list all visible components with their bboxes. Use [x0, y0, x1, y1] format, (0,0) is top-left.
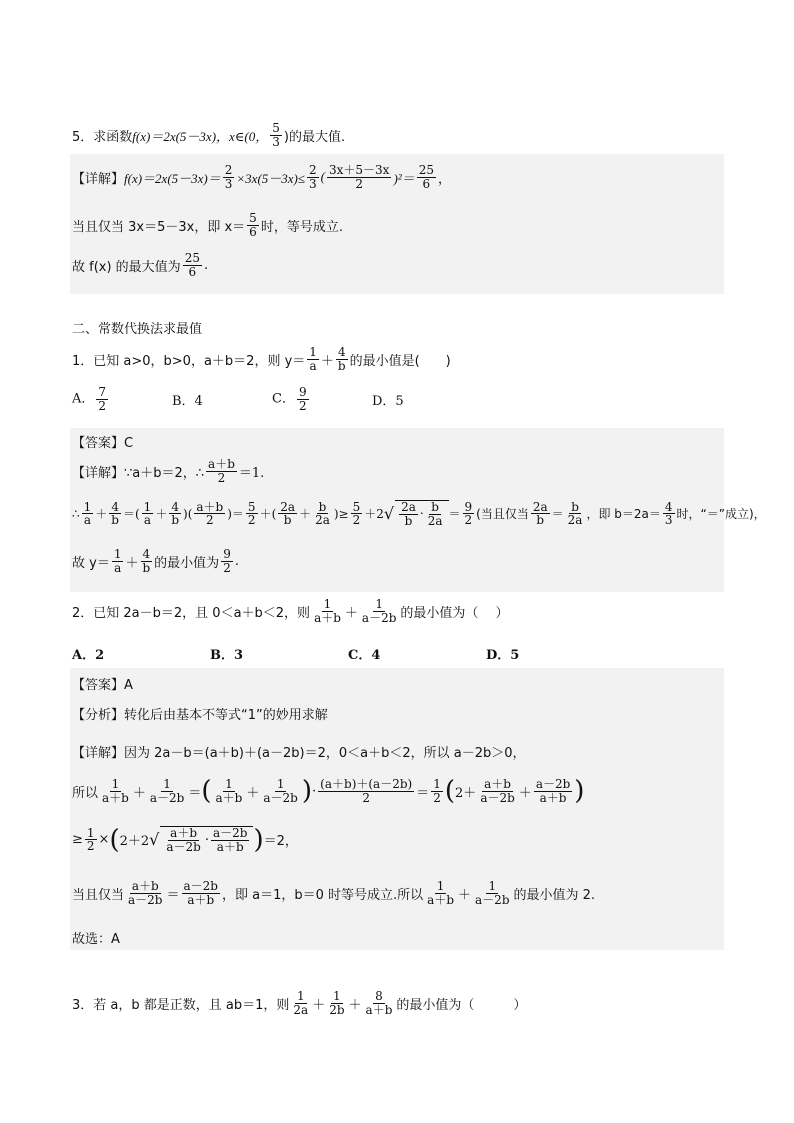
option-c: C．4	[348, 648, 381, 663]
question-1: 1．已知 a>0，b>0，a＋b＝2，则 y＝ 1 a ＋ 4 b 的最小值是( )	[72, 345, 451, 373]
sol2-line7: 故选：A	[72, 932, 120, 947]
sol2-analysis: 【分析】转化后由基本不等式“1”的妙用求解	[72, 708, 328, 723]
sol2-line3: 【详解】因为 2a－b＝(a＋b)＋(a－2b)＝2，0＜a＋b＜2，所以 a－2b＞0，	[72, 746, 526, 761]
option-b: B．3	[210, 648, 244, 663]
sol5-line1: 【详解】 f(x)＝2x(5－3x)＝ $\frac{2}{3}$ ×3x(5－3x)≤ $\frac{2}{3}$ ( 3x＋5－3x 2 )²＝ 25 6 ，	[72, 163, 451, 191]
sol5-line2: 当且仅当 3x＝5－3x，即 x＝ 5 6 时，等号成立.	[72, 211, 343, 239]
sqrt-icon: √	[383, 504, 395, 524]
detail-label: 【详解】	[72, 171, 125, 187]
option-d: D．5	[486, 648, 520, 663]
sqrt-body: $\frac{a+b}{a-2b}$ · $\frac{a-2b}{a+b}$	[160, 826, 253, 853]
question-2: 2．已知 2a－b＝2，且 0＜a＋b＜2，则 1 a＋b ＋ 1 a－2b 的最小值为（ ）	[72, 597, 509, 625]
sol1-line3: ∴ 1 a ＋ 4 b ＝( 1 a ＋ 4 b )( a＋b 2 )＝ 5 2 ＋( 2a b ＋ b 2a )≥ $\frac{5}{2}$ ＋2 √ $\frac{2a}{b}$ · $\frac{b}{2a}$ ＝ 9 2 (当且仅当 2a b ＝ b 2a ，即 b＝2a＝ 4 3 时，“＝”成立)，	[72, 499, 766, 528]
sol1-answer: 【答案】C	[72, 436, 134, 451]
sol2-line5: ≥ $\frac{1}{2}$ × ( 2＋2 √ $\frac{a+b}{a-2b}$ · $\frac{a-2b}{a+b}$ ) ＝2，	[72, 824, 298, 855]
q2-options	[72, 644, 519, 663]
sol2-answer: 【答案】A	[72, 678, 133, 693]
q5-math: f(x)＝2x(5－3x)，x∈(0，	[132, 128, 269, 144]
question-3: 3．若 a，b 都是正数，且 ab＝1，则 1 2a ＋ 1 2b ＋ 8 a＋b 的最小值为（ ）	[72, 989, 527, 1017]
sqrt-body: $\frac{2a}{b}$ · $\frac{b}{2a}$	[395, 500, 448, 527]
sol1-line4: 故 y＝ 1 a ＋ 4 b 的最小值为 9 2 .	[72, 547, 239, 575]
q5-stem-end: )的最大值.	[283, 129, 346, 145]
section-title: 二、常数代换法求最值	[72, 322, 203, 337]
sol5-line3: 故 f(x) 的最大值为 25 6 .	[72, 251, 209, 279]
sol1-line2: 【详解】∵a＋b＝2，∴ a＋b 2 ＝1.	[72, 457, 265, 485]
option-a: A．2	[72, 648, 105, 663]
q1-options	[72, 386, 404, 412]
sol2-line4: 所以 1 a＋b ＋ 1 a－2b ＝ ( 1 a＋b ＋ 1 a－2b ) · (a＋b)＋(a－2b) 2 ＝ 1 2 ( 2＋ a＋b a－2b ＋ a－2b a＋b )	[72, 776, 585, 807]
option-c: C． $\frac{9}{2}$	[272, 385, 307, 413]
option-b: B．4	[172, 393, 203, 409]
q5-fraction: 5 3	[272, 121, 280, 149]
question-5	[72, 122, 345, 148]
sol2-line6: 当且仅当 a＋b a－2b ＝ a－2b a＋b ，即 a＝1，b＝0 时等号成立.所以 1 a＋b ＋ 1 a－2b 的最小值为 2.	[72, 879, 596, 907]
q5-stem: 5．求函数	[72, 129, 133, 145]
option-a: A． $\frac{7}{2}$	[72, 385, 107, 413]
option-d: D．5	[372, 393, 404, 409]
sqrt-icon: √	[149, 830, 160, 850]
